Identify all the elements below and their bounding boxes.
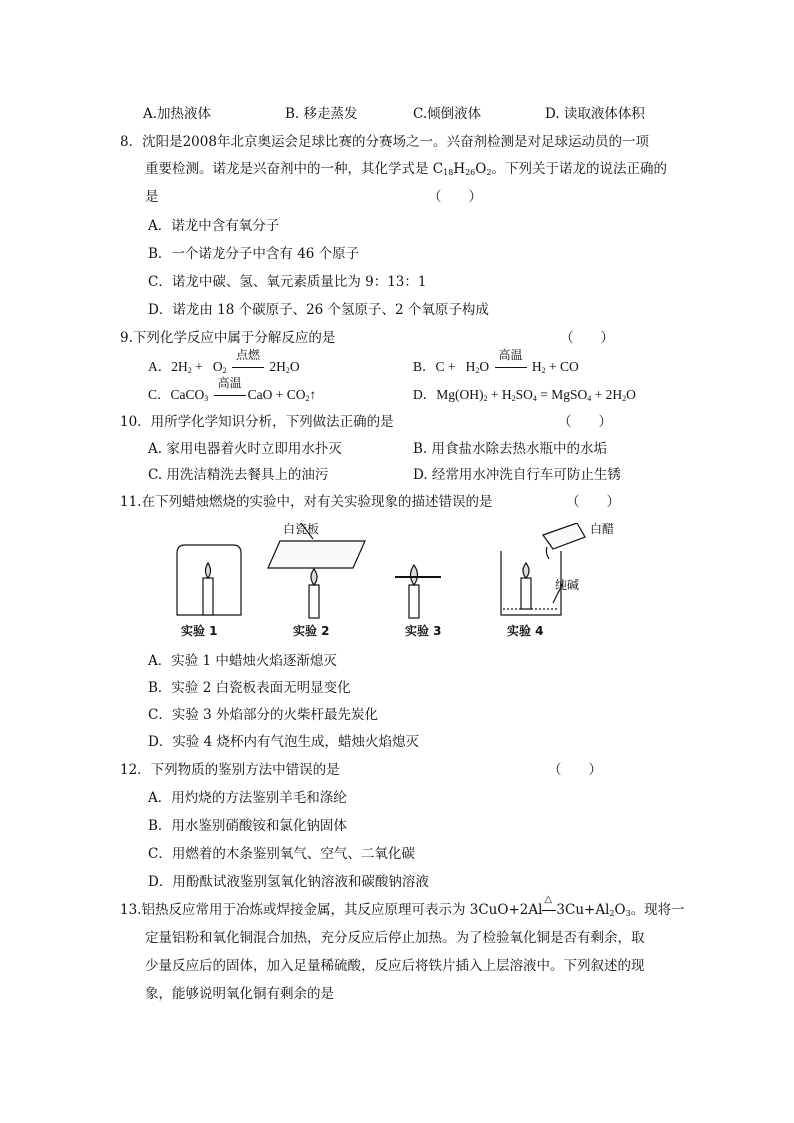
q9-option-a: A．$2H_2 + O_2$ 点燃 $2H_2O$ [148,348,300,375]
flame-3 [411,565,418,585]
q9-stem: 9.下列化学反应中属于分解反应的是 [120,330,336,346]
flame-2 [311,569,317,585]
label-soda: 纯碱 [555,578,580,592]
q8-answer-paren: （ ） [428,189,482,205]
q13-stem-line4: 象，能够说明氧化铜有剩余的是 [145,986,334,1002]
q10-option-b: B. 用食盐水除去热水瓶中的水垢 [413,441,608,457]
q10-option-a: A. 家用电器着火时立即用水扑灭 [148,441,342,457]
flame-4 [523,563,529,578]
q7-option-d: D. 读取液体体积 [545,106,645,122]
q10-option-c: C. 用洗洁精洗去餐具上的油污 [148,467,329,483]
q10-stem: 10．用所学化学知识分析，下列做法正确的是 [120,414,394,430]
porcelain-board [268,541,365,568]
q12-option-a: A．用灼烧的方法鉴别羊毛和涤纶 [148,790,347,806]
q8-option-c: C．诺龙中碳、氢、氧元素质量比为 9：13：1 [148,274,427,290]
q10-answer-paren: （ ） [558,414,612,430]
q8-stem-line2: 重要检测。诺龙是兴奋剂中的一种，其化学式是 $C_{18}H_{26}O_2$。下列关于诺龙的说法正确的 [145,161,667,177]
q12-option-b: B．用水鉴别硝酸铵和氯化钠固体 [148,818,347,834]
q9-option-c: C．CaCO$_3$ 高温 CaO + $CO_2↑$ [148,376,317,403]
candle-1 [203,578,213,615]
vinegar-container [543,523,585,549]
q7-option-c: C.倾倒液体 [413,106,482,122]
q11-option-b: B．实验 2 白瓷板表面无明显变化 [148,680,351,696]
label-exp2: 实验 2 [293,624,330,638]
q9-option-d: D．$Mg(OH)_2 + H_2SO_4$ = MgSO$_4$ + $2H_2O$ [413,387,636,403]
candle-experiments-figure [165,523,635,643]
q11-answer-paren: （ ） [566,494,620,510]
label-vinegar: 白醋 [590,523,615,536]
q8-stem-line1: 8．沈阳是2008年北京奥运会足球比赛的分赛场之一。兴奋剂检测是对足球运动员的一项 [120,134,649,150]
label-exp3: 实验 3 [405,624,442,638]
label-exp1: 实验 1 [181,624,218,638]
q11-stem: 11.在下列蜡烛燃烧的实验中，对有关实验现象的描述错误的是 [120,494,493,510]
q11-option-d: D．实验 4 烧杯内有气泡生成，蜡烛火焰熄灭 [148,734,419,750]
q12-stem: 12．下列物质的鉴别方法中错误的是 [120,762,340,778]
q12-option-c: C．用燃着的木条鉴别氧气、空气、二氧化碳 [148,846,415,862]
flame-1 [206,563,211,578]
label-board: 白瓷板 [283,523,320,536]
q9-option-b: B．$C + H_2O$ 高温 $H_2$ + CO [413,348,579,375]
q10-option-d: D. 经常用水冲洗自行车可防止生锈 [413,467,621,483]
q7-option-a: A.加热液体 [143,106,212,122]
candle-3 [409,585,419,618]
q12-answer-paren: （ ） [548,762,602,778]
q8-option-a: A．诺龙中含有氧分子 [148,218,280,234]
vinegar-stream [546,547,549,559]
q13-stem-line1: 13.铝热反应常用于冶炼或焊接金属，其反应原理可表示为 3CuO+2Al △ $3Cu+Al_2O_3$。现将一 [120,894,685,918]
q11-option-c: C．实验 3 外焰部分的火柴杆最先炭化 [148,707,379,723]
q8-option-b: B．一个诺龙分子中含有 46 个原子 [148,246,360,262]
q8-stem-line3: 是 [145,189,159,205]
q9-answer-paren: （ ） [560,330,614,346]
candle-2 [309,585,319,618]
q7-option-b: B. 移走蒸发 [285,106,358,122]
candle-4 [521,578,531,609]
q12-option-d: D．用酚酞试液鉴别氢氧化钠溶液和碳酸钠溶液 [148,874,429,890]
q13-stem-line3: 少量反应后的固体，加入足量稀硫酸，反应后将铁片插入上层溶液中。下列叙述的现 [145,958,645,974]
q8-option-d: D．诺龙由 18 个碳原子、26 个氢原子、2 个氧原子构成 [148,302,489,318]
q11-option-a: A．实验 1 中蜡烛火焰逐渐熄灭 [148,653,337,669]
q13-stem-line2: 定量铝粉和氧化铜混合加热，充分反应后停止加热。为了检验氧化铜是否有剩余，取 [145,930,645,946]
label-exp4: 实验 4 [507,624,544,638]
